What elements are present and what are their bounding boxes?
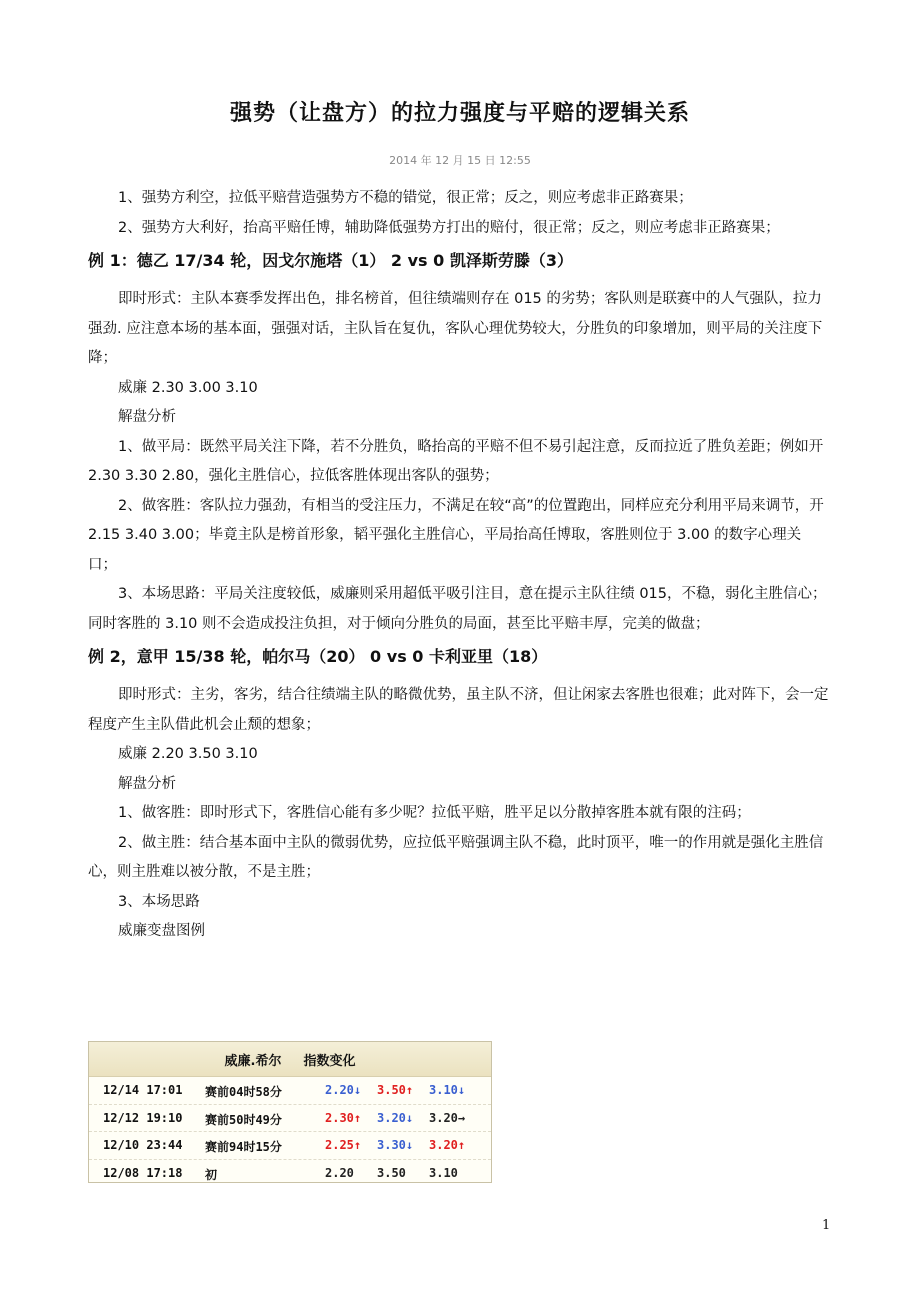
paragraph: 3、本场思路 [118, 893, 200, 910]
cell-time: 初 [205, 1167, 218, 1182]
page-title: 强势（让盘方）的拉力强度与平赔的逻辑关系 [229, 101, 690, 126]
cell-home: 2.25↑ [325, 1138, 362, 1152]
table-row [89, 1105, 491, 1133]
page-number: 1 [822, 1218, 831, 1233]
cell-time: 赛前94时15分 [205, 1140, 282, 1154]
cell-draw: 3.50 [377, 1165, 406, 1180]
section-label: 解盘分析 [118, 409, 176, 425]
cell-draw: 3.30↓ [377, 1138, 414, 1152]
paragraph: 2、做客胜：客队拉力强劲，有相当的受注压力，不满足在较“高”的位置跑出，同样应充分利用平局来调节，开 2.15 3.40 3.00；毕竟主队是榜首形象，韬平强化主胜信心，平局抬高任博取，客胜则位于 3.00 的数字心理关口； [88, 497, 824, 573]
paragraph: 2、做主胜：结合基本面中主队的微弱优势，应拉低平赔强调主队不稳，此时顶平，唯一的作用就是强化主胜信心，则主胜难以被分散，不是主胜； [88, 834, 824, 880]
cell-date: 12/10 23:44 [103, 1138, 183, 1152]
table-row [89, 1160, 491, 1187]
cell-date: 12/12 19:10 [103, 1110, 183, 1125]
cell-date: 12/14 17:01 [103, 1083, 183, 1097]
bookmaker-name: 威廉.希尔 [224, 1053, 282, 1069]
table-header [89, 1042, 491, 1077]
cell-away: 3.20↑ [429, 1138, 466, 1152]
odds-line: 威廉 2.30 3.00 3.10 [118, 379, 258, 396]
article-body [88, 184, 830, 947]
cell-away: 3.10↓ [429, 1083, 466, 1097]
example-heading: 例 1：德乙 17/34 轮，因戈尔施塔（1） 2 vs 0 凯泽斯劳滕（3） [88, 251, 573, 270]
paragraph: 1、做平局：既然平局关注下降，若不分胜负，略抬高的平赔不但不易引起注意，反而拉近了胜负差距；例如开 2.30 3.30 2.80，强化主胜信心，拉低客胜体现出客队的强势； [88, 438, 824, 484]
figure-caption: 威廉变盘图例 [118, 923, 205, 939]
table-row [89, 1132, 491, 1160]
cell-home: 2.20↓ [325, 1083, 362, 1097]
paragraph: 3、本场思路：平局关注度较低，威廉则采用超低平吸引注目，意在提示主队往绩 015，不稳，弱化主胜信心；同时客胜的 3.10 则不会造成投注负担，对于倾向分胜负的局面，甚至比平赔丰厚，完美的做盘； [88, 586, 827, 632]
cell-draw: 3.50↑ [377, 1083, 414, 1097]
cell-date: 12/08 17:18 [103, 1165, 183, 1180]
paragraph: 即时形式：主队本赛季发挥出色，排名榜首，但往绩端则存在 015 的劣势；客队则是联赛中的人气强队，拉力强劲. 应注意本场的基本面，强强对话，主队旨在复仇，客队心理优势较大，分胜负的印象增加，则平局的关注度下降； [88, 291, 823, 366]
cell-time: 赛前50时49分 [205, 1112, 282, 1127]
table-title: 指数变化 [303, 1053, 356, 1069]
odds-line: 威廉 2.20 3.50 3.10 [118, 746, 258, 762]
example-heading: 例 2，意甲 15/38 轮，帕尔马（20） 0 vs 0 卡利亚里（18） [88, 647, 548, 666]
paragraph: 1、做客胜：即时形式下，客胜信心能有多少呢？拉低平赔，胜平足以分散掉客胜本就有限的注码； [118, 805, 751, 821]
paragraph: 1、强势方利空，拉低平赔营造强势方不稳的错觉，很正常；反之，则应考虑非正路赛果； [118, 190, 693, 206]
section-label: 解盘分析 [118, 775, 176, 792]
cell-home: 2.30↑ [325, 1110, 362, 1125]
table-row [89, 1077, 491, 1105]
paragraph: 即时形式：主劣，客劣，结合往绩端主队的略微优势，虽主队不济，但让闲家去客胜也很难；此对阵下，会一定程度产生主队借此机会止颓的想象； [88, 687, 829, 733]
cell-away: 3.10 [429, 1165, 458, 1180]
paragraph: 2、强势方大利好，抬高平赔任博，辅助降低强势方打出的赔付，很正常；反之，则应考虑非正路赛果； [118, 219, 780, 236]
odds-change-table [88, 1041, 492, 1183]
publish-date: 2014 年 12 月 15 日 12:55 [389, 154, 531, 167]
cell-time: 赛前04时58分 [205, 1085, 282, 1099]
cell-draw: 3.20↓ [377, 1110, 414, 1125]
cell-home: 2.20 [325, 1165, 354, 1180]
cell-away: 3.20→ [429, 1110, 466, 1125]
